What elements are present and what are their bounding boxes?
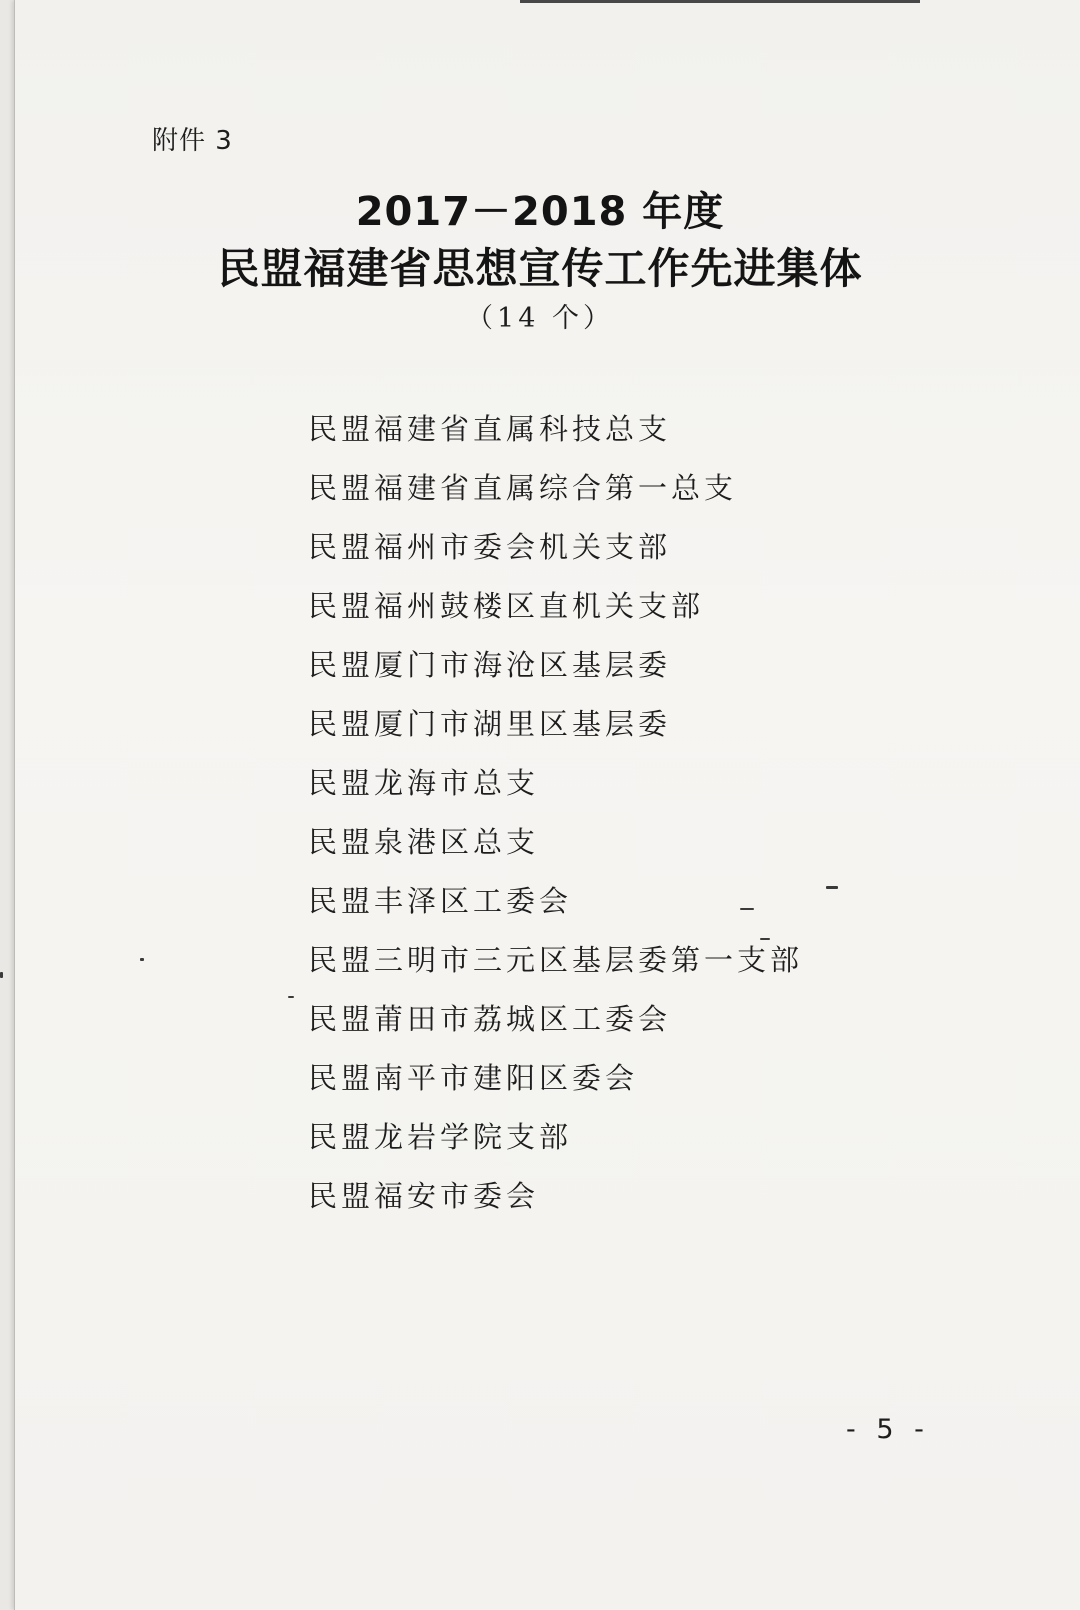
list-item: 民盟厦门市湖里区基层委 <box>308 707 672 741</box>
list-item: 民盟福建省直属综合第一总支 <box>308 471 738 505</box>
title-main-line: 民盟福建省思想宣传工作先进集体 <box>217 244 863 293</box>
scan-speck <box>826 886 838 889</box>
scan-speck <box>140 958 144 961</box>
list-item: 民盟福安市委会 <box>308 1179 540 1213</box>
attachment-label: 附件 3 <box>152 126 233 156</box>
list-item: 民盟南平市建阳区委会 <box>308 1061 639 1095</box>
list-item: 民盟福建省直属科技总支 <box>308 412 672 446</box>
list-item: 民盟龙海市总支 <box>308 766 540 800</box>
scan-speck <box>288 996 294 998</box>
page-top-edge <box>520 0 920 3</box>
page-number: - 5 - <box>846 1414 930 1445</box>
list-item: 民盟福州鼓楼区直机关支部 <box>308 589 705 623</box>
list-item: 民盟福州市委会机关支部 <box>308 530 672 564</box>
list-item: 民盟厦门市海沧区基层委 <box>308 648 672 682</box>
item-count: （14 个） <box>466 303 614 334</box>
scan-speck <box>0 972 3 978</box>
list-item: 民盟三明市三元区基层委第一支部 <box>308 943 804 977</box>
collective-list <box>308 400 803 1226</box>
scan-speck <box>760 938 770 940</box>
list-item: 民盟泉港区总支 <box>308 825 540 859</box>
scan-speck <box>740 908 754 910</box>
list-item: 民盟龙岩学院支部 <box>308 1120 573 1154</box>
title-year-line: 2017－2018 年度 <box>355 189 725 235</box>
list-item: 民盟莆田市荔城区工委会 <box>308 1002 672 1036</box>
list-item: 民盟丰泽区工委会 <box>308 884 573 918</box>
